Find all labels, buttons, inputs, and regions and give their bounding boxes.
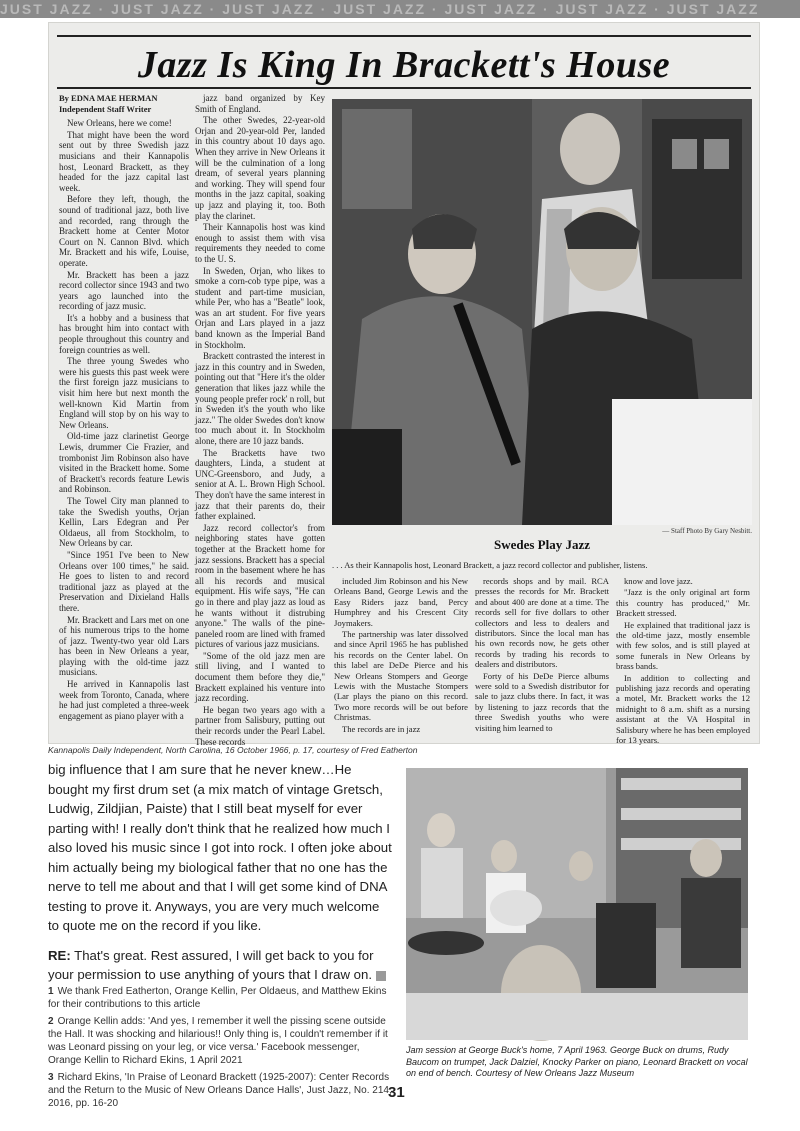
article-column-3 xyxy=(334,576,468,741)
end-mark-icon xyxy=(376,971,386,981)
paragraph: The records are in jazz xyxy=(342,723,421,734)
swedes-photo-illustration xyxy=(332,99,752,525)
re-label: RE: xyxy=(48,947,71,963)
article-column-1 xyxy=(59,93,189,738)
paragraph: The Towel City man planned to take the Swedish youths, Orjan Kellin, Lars Edegran and Per Oldaeus, all from Stockholm, to New Orleans by car. xyxy=(59,495,189,549)
jam-session-caption: Jam session at George Buck's home, 7 April 1963. George Buck on drums, Rudy Baucom on trumpet, Jack Dalziel, Knocky Parker on piano, Leonard Brackett on vocal on end of bench. Courtesy of New Orleans Jazz Museum xyxy=(406,1045,748,1078)
letter-paragraph: big influence that I am sure that he never knew…He bought my first drum set (a mix match of vintage Gretsch, Ludwig, Zildjian, Paiste) that I still beat myself for ever parting with! I really don't think that he realized how much I also loved his music since I got into rock. I often joke about him actually being my biological father that no one has the nerve to tell me about and that I will get some kind of DNA testing to prove it. Anyways, you are very much welcome to quote me on the record if you like. xyxy=(48,762,392,933)
paragraph: "Jazz is the only original art form this country has produced," Mr. Brackett stressed. xyxy=(616,587,750,619)
footnotes xyxy=(48,985,392,1114)
paragraph: It's a hobby and a business that has brought him into contact with people throughout this country and foreign countries as well. xyxy=(59,312,189,355)
paragraph: Mr. Brackett has been a jazz record collector since 1943 and two years ago launched into the recording of jazz music. xyxy=(59,269,189,312)
headline-rule-top xyxy=(57,35,751,37)
column-3-body xyxy=(334,576,468,734)
paragraph: "Since 1951 I've been to New Orleans over 100 times," he said. He goes to listen to and record traditional jazz as played at the Preservation and Dixieland Halls there. xyxy=(59,549,189,613)
article-column-4 xyxy=(475,576,609,741)
paragraph: In Sweden, Orjan, who likes to smoke a corn-cob type pipe, was a student and part-time musician, while Per, who has a "Beatle" look, was an art student. For five years Orjan and Lars played in a jazz band known as the Imperial Band in Stockholm. xyxy=(195,265,325,350)
jam-session-photo xyxy=(406,768,748,1040)
column-2-body xyxy=(195,93,325,747)
footnote: 1 We thank Fred Eatherton, Orange Kellin, Per Oldaeus, and Matthew Ekins for their contributions to this article xyxy=(48,986,387,1010)
headline-rule-bottom xyxy=(57,87,751,89)
paragraph: Old-time jazz clarinetist George Lewis, drummer Cie Frazier, and trombonist Jim Robinson also have visited in the Brackett home. Some of Brackett's records feature Lewis and Robinson. xyxy=(59,431,189,495)
paragraph: Forty of his DeDe Pierce albums were sold to a Swedish distributor for sale to jazz clubs there. In fact, it was by listening to jazz records that the three Swedish youths who were visiting him learned to xyxy=(475,670,609,733)
article-column-5 xyxy=(616,576,750,746)
paragraph: The other Swedes, 22-year-old Orjan and 20-year-old Per, landed in this country about 10 days ago. When they arrive in New Orleans it will be the culmination of a long dream, of several years planning and working. They will spend four months in the jazz capital, soaking up jazz and playing it, too. Both play the clarinet. xyxy=(195,115,325,221)
re-text: That's great. Rest assured, I will get back to you for your permission to use anything of yours that I draw on. xyxy=(48,947,374,982)
paragraph: The partnership was later dissolved and since April 1965 he has published his records on the Center label. On this label are DeDe Pierce and his New Orleans Stompers and George Lewis with the Mustache Stompers (Lar plays the piano on this record. Two more records will be out before Christmas. xyxy=(334,629,468,723)
paragraph: Before they left, though, the sound of traditional jazz, both live and recorded, rang through the Brackett home at Center Motor Court on N. Cannon Blvd. which Mr. Brackett and his wife, Louise, operate. xyxy=(59,194,189,268)
paragraph: Jazz record collector's from neighboring states have gotten together at the Brackett home for jazz sessions. Brackett has a special room in the basement where he has all his records and musical equipment. His wife says, "He can go in there and play jazz as loud as he wants without it distrubing anyone." The walls of the pine-paneled room are lined with framed pictures of various jazz musicians. xyxy=(195,522,325,650)
column-1-body xyxy=(59,118,189,721)
paragraph: records shops and by mail. RCA presses the records for Mr. Brackett and about 400 are done at a time. The records sell for five dollars to other collectors and less to dealers and distributors. Since the local man has his own records now, he gets other records by trading his records to dealers and distributors. xyxy=(475,576,609,670)
re-paragraph xyxy=(48,946,392,985)
column-4-body xyxy=(475,576,609,733)
paragraph: know and love jazz. xyxy=(624,576,693,586)
paragraph: The Bracketts have two daughters, Linda, a student at UNC-Greensboro, and Judy, a senior at A. L. Brown High School. They don't have the same interest in jazz that their parents do, their father explained. xyxy=(195,447,325,522)
page-number: 31 xyxy=(388,1084,405,1101)
paragraph: Their Kannapolis host was kind enough to assist them with visa requirements they needed to come to the U. S. xyxy=(195,222,325,264)
paragraph: New Orleans, here we come! xyxy=(67,118,172,129)
article-column-2 xyxy=(195,93,325,747)
swedes-photo xyxy=(332,99,752,525)
footnote: 3 Richard Ekins, 'In Praise of Leonard Brackett (1925-2007): Center Records and the Return to the Music of New Orleans Dance Halls', Just Jazz, No. 214, 2016, pp. 16-20 xyxy=(48,1072,392,1109)
letter-text xyxy=(48,760,392,995)
paragraph: He explained that traditional jazz is the old-time jazz, mostly ensemble with few solos, and is still played at some funerals in New Orleans by brass bands. xyxy=(616,619,750,672)
byline: By EDNA MAE HERMAN Independent Staff Writer xyxy=(59,93,158,114)
footnote: 2 Orange Kellin adds: 'And yes, I remember it well the pissing scene outside the Hall. It was shocking and hilarious!! Only thing is, I couldn't remember if it was Leonard pissing on your leg, or vice versa.' Facebook messenger, Orange Kellin to Richard Ekins, 1 April 2021 xyxy=(48,1016,388,1066)
jam-session-photo-illustration xyxy=(406,768,748,1040)
photo-title: Swedes Play Jazz xyxy=(493,537,591,552)
paragraph: Mr. Brackett and Lars met on one of his numerous trips to the home of jazz. Twenty-two year old Lars has been in New Orleans a year, playing with the old-time jazz musicians. xyxy=(59,614,189,678)
paragraph: The three young Swedes who were his guests this past week were the first foreign jazz musicians to visit him here but next month the well-known Kid Martin from England will stop by on his way to New Orleans. xyxy=(59,356,189,430)
paragraph: He arrived in Kannapolis last week from Toronto, Canada, where he had just completed a three-week engagement as piano player with a xyxy=(59,679,189,721)
paragraph: Brackett contrasted the interest in jazz in this country and in Sweden, pointing out that "Here it's the older generation that likes jazz while the young people prefer rock' n roll, but in Sweden it's the youth who like jazz." The older Swedes don't know too much about it. In Stockholm alone, there are 10 jazz bands. xyxy=(195,351,325,446)
magazine-banner: JUST JAZZ · JUST JAZZ · JUST JAZZ · JUST JAZZ · JUST JAZZ · JUST JAZZ · JUST JAZZ xyxy=(0,0,800,18)
paragraph: He began two years ago with a partner from Salisbury, putting out their records under the Pearl Label. These records xyxy=(195,704,325,747)
photo-credit: — Staff Photo By Gary Nesbitt. xyxy=(662,527,752,535)
paragraph: "Some of the old jazz men are still living, and I wanted to document them before they die," Brackett explained his venture into jazz recording. xyxy=(195,650,325,704)
paragraph: jazz band organized by Key Smith of England. xyxy=(195,93,325,114)
newspaper-clipping xyxy=(48,22,760,747)
photo-caption: . . . As their Kannapolis host, Leonard Brackett, a jazz record collector and publisher, listens. xyxy=(332,560,648,570)
clipping-headline: Jazz Is King In Brackett's House xyxy=(137,44,671,86)
clipping-source-caption: Kannapolis Daily Independent, North Carolina, 16 October 1966, p. 17, courtesy of Fred Eatherton xyxy=(48,745,418,755)
paragraph: That might have been the word sent out by three Swedish jazz musicians and their Kannapolis host, Leonard Brackett, as they headed for the jazz capital last week. xyxy=(59,129,189,193)
paragraph: included Jim Robinson and his New Orleans Band, George Lewis and the Easy Riders jazz band, Percy Humphrey and his Crescent City Joymakers. xyxy=(334,576,468,628)
paragraph: In addition to collecting and publishing jazz records and operating a motel, Mr. Brackett works the 12 midnight to 8 a.m. shift as a nursing assistant at the VA Hospital in Salisbury where he has been employed for 13 years. xyxy=(616,672,750,746)
column-5-body xyxy=(616,576,750,746)
